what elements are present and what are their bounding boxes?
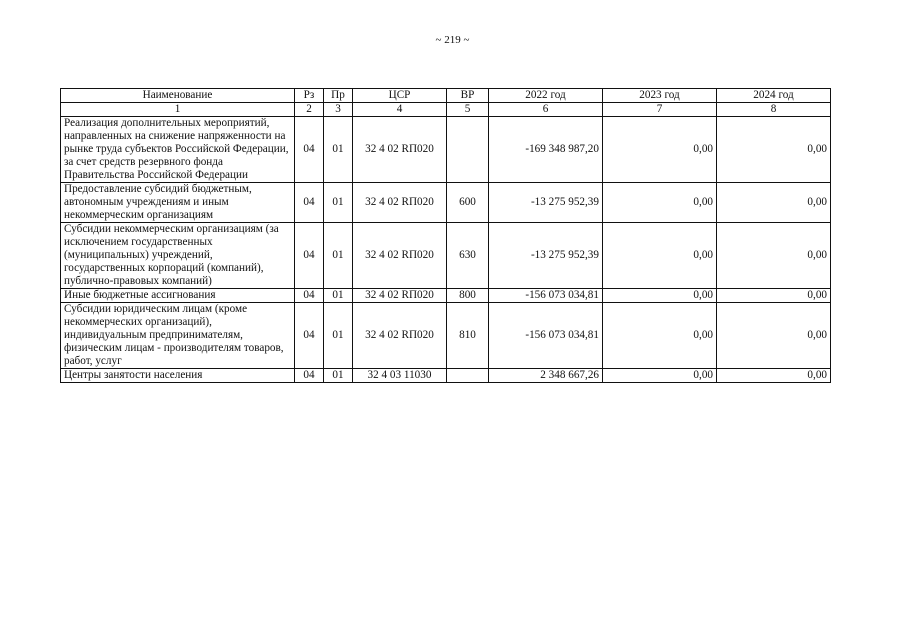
row-vr: 810 (447, 303, 489, 369)
row-vr (447, 117, 489, 183)
row-csr: 32 4 03 11030 (353, 369, 447, 383)
row-2024: 0,00 (717, 289, 831, 303)
row-rz: 04 (295, 183, 324, 223)
row-pr: 01 (324, 369, 353, 383)
row-pr: 01 (324, 303, 353, 369)
header-rz: Рз (295, 89, 324, 103)
column-number: 4 (353, 103, 447, 117)
row-pr: 01 (324, 223, 353, 289)
row-2022: -13 275 952,39 (489, 223, 603, 289)
table-row (61, 223, 831, 289)
header-2022: 2022 год (489, 89, 603, 103)
row-rz: 04 (295, 289, 324, 303)
row-rz: 04 (295, 223, 324, 289)
row-2022: -156 073 034,81 (489, 303, 603, 369)
table-row (61, 369, 831, 383)
row-2022: -169 348 987,20 (489, 117, 603, 183)
table-row (61, 303, 831, 369)
row-rz: 04 (295, 303, 324, 369)
row-name: Субсидии юридическим лицам (кроме некоммерческих организаций), индивидуальным предпринимателям, физическим лицам - производителям товаров, работ, услуг (61, 303, 295, 369)
row-name: Реализация дополнительных мероприятий, направленных на снижение напряженности на рынке труда субъектов Российской Федерации, за счет средств резервного фонда Правительства Российской Федерации (61, 117, 295, 183)
row-2022: -13 275 952,39 (489, 183, 603, 223)
header-row (61, 89, 831, 103)
row-2023: 0,00 (603, 303, 717, 369)
column-number: 3 (324, 103, 353, 117)
row-csr: 32 4 02 RП020 (353, 303, 447, 369)
row-rz: 04 (295, 369, 324, 383)
row-pr: 01 (324, 183, 353, 223)
column-number-row (61, 103, 831, 117)
column-number: 2 (295, 103, 324, 117)
header-pr: Пр (324, 89, 353, 103)
row-rz: 04 (295, 117, 324, 183)
row-2024: 0,00 (717, 223, 831, 289)
column-number: 7 (603, 103, 717, 117)
header-2024: 2024 год (717, 89, 831, 103)
page-number: ~ 219 ~ (435, 34, 470, 46)
row-2022: 2 348 667,26 (489, 369, 603, 383)
header-2023: 2023 год (603, 89, 717, 103)
row-name: Предоставление субсидий бюджетным, автономным учреждениям и иным некоммерческим организациям (61, 183, 295, 223)
row-name: Субсидии некоммерческим организациям (за исключением государственных (муниципальных) учреждений, государственных корпораций (компаний), публично-правовых компаний) (61, 223, 295, 289)
row-2024: 0,00 (717, 117, 831, 183)
row-pr: 01 (324, 117, 353, 183)
row-csr: 32 4 02 RП020 (353, 223, 447, 289)
row-2023: 0,00 (603, 223, 717, 289)
table-row (61, 117, 831, 183)
table-row (61, 289, 831, 303)
header-vr: ВР (447, 89, 489, 103)
table-row (61, 183, 831, 223)
row-2024: 0,00 (717, 303, 831, 369)
row-2024: 0,00 (717, 183, 831, 223)
row-csr: 32 4 02 RП020 (353, 183, 447, 223)
row-name: Иные бюджетные ассигнования (61, 289, 295, 303)
header-csr: ЦСР (353, 89, 447, 103)
row-csr: 32 4 02 RП020 (353, 117, 447, 183)
row-vr (447, 369, 489, 383)
row-2023: 0,00 (603, 183, 717, 223)
row-2023: 0,00 (603, 369, 717, 383)
budget-table (60, 88, 831, 383)
header-name: Наименование (61, 89, 295, 103)
row-csr: 32 4 02 RП020 (353, 289, 447, 303)
row-vr: 630 (447, 223, 489, 289)
row-name: Центры занятости населения (61, 369, 295, 383)
row-2023: 0,00 (603, 289, 717, 303)
row-pr: 01 (324, 289, 353, 303)
column-number: 5 (447, 103, 489, 117)
row-vr: 800 (447, 289, 489, 303)
row-2022: -156 073 034,81 (489, 289, 603, 303)
row-2023: 0,00 (603, 117, 717, 183)
column-number: 1 (61, 103, 295, 117)
column-number: 8 (717, 103, 831, 117)
row-2024: 0,00 (717, 369, 831, 383)
column-number: 6 (489, 103, 603, 117)
row-vr: 600 (447, 183, 489, 223)
